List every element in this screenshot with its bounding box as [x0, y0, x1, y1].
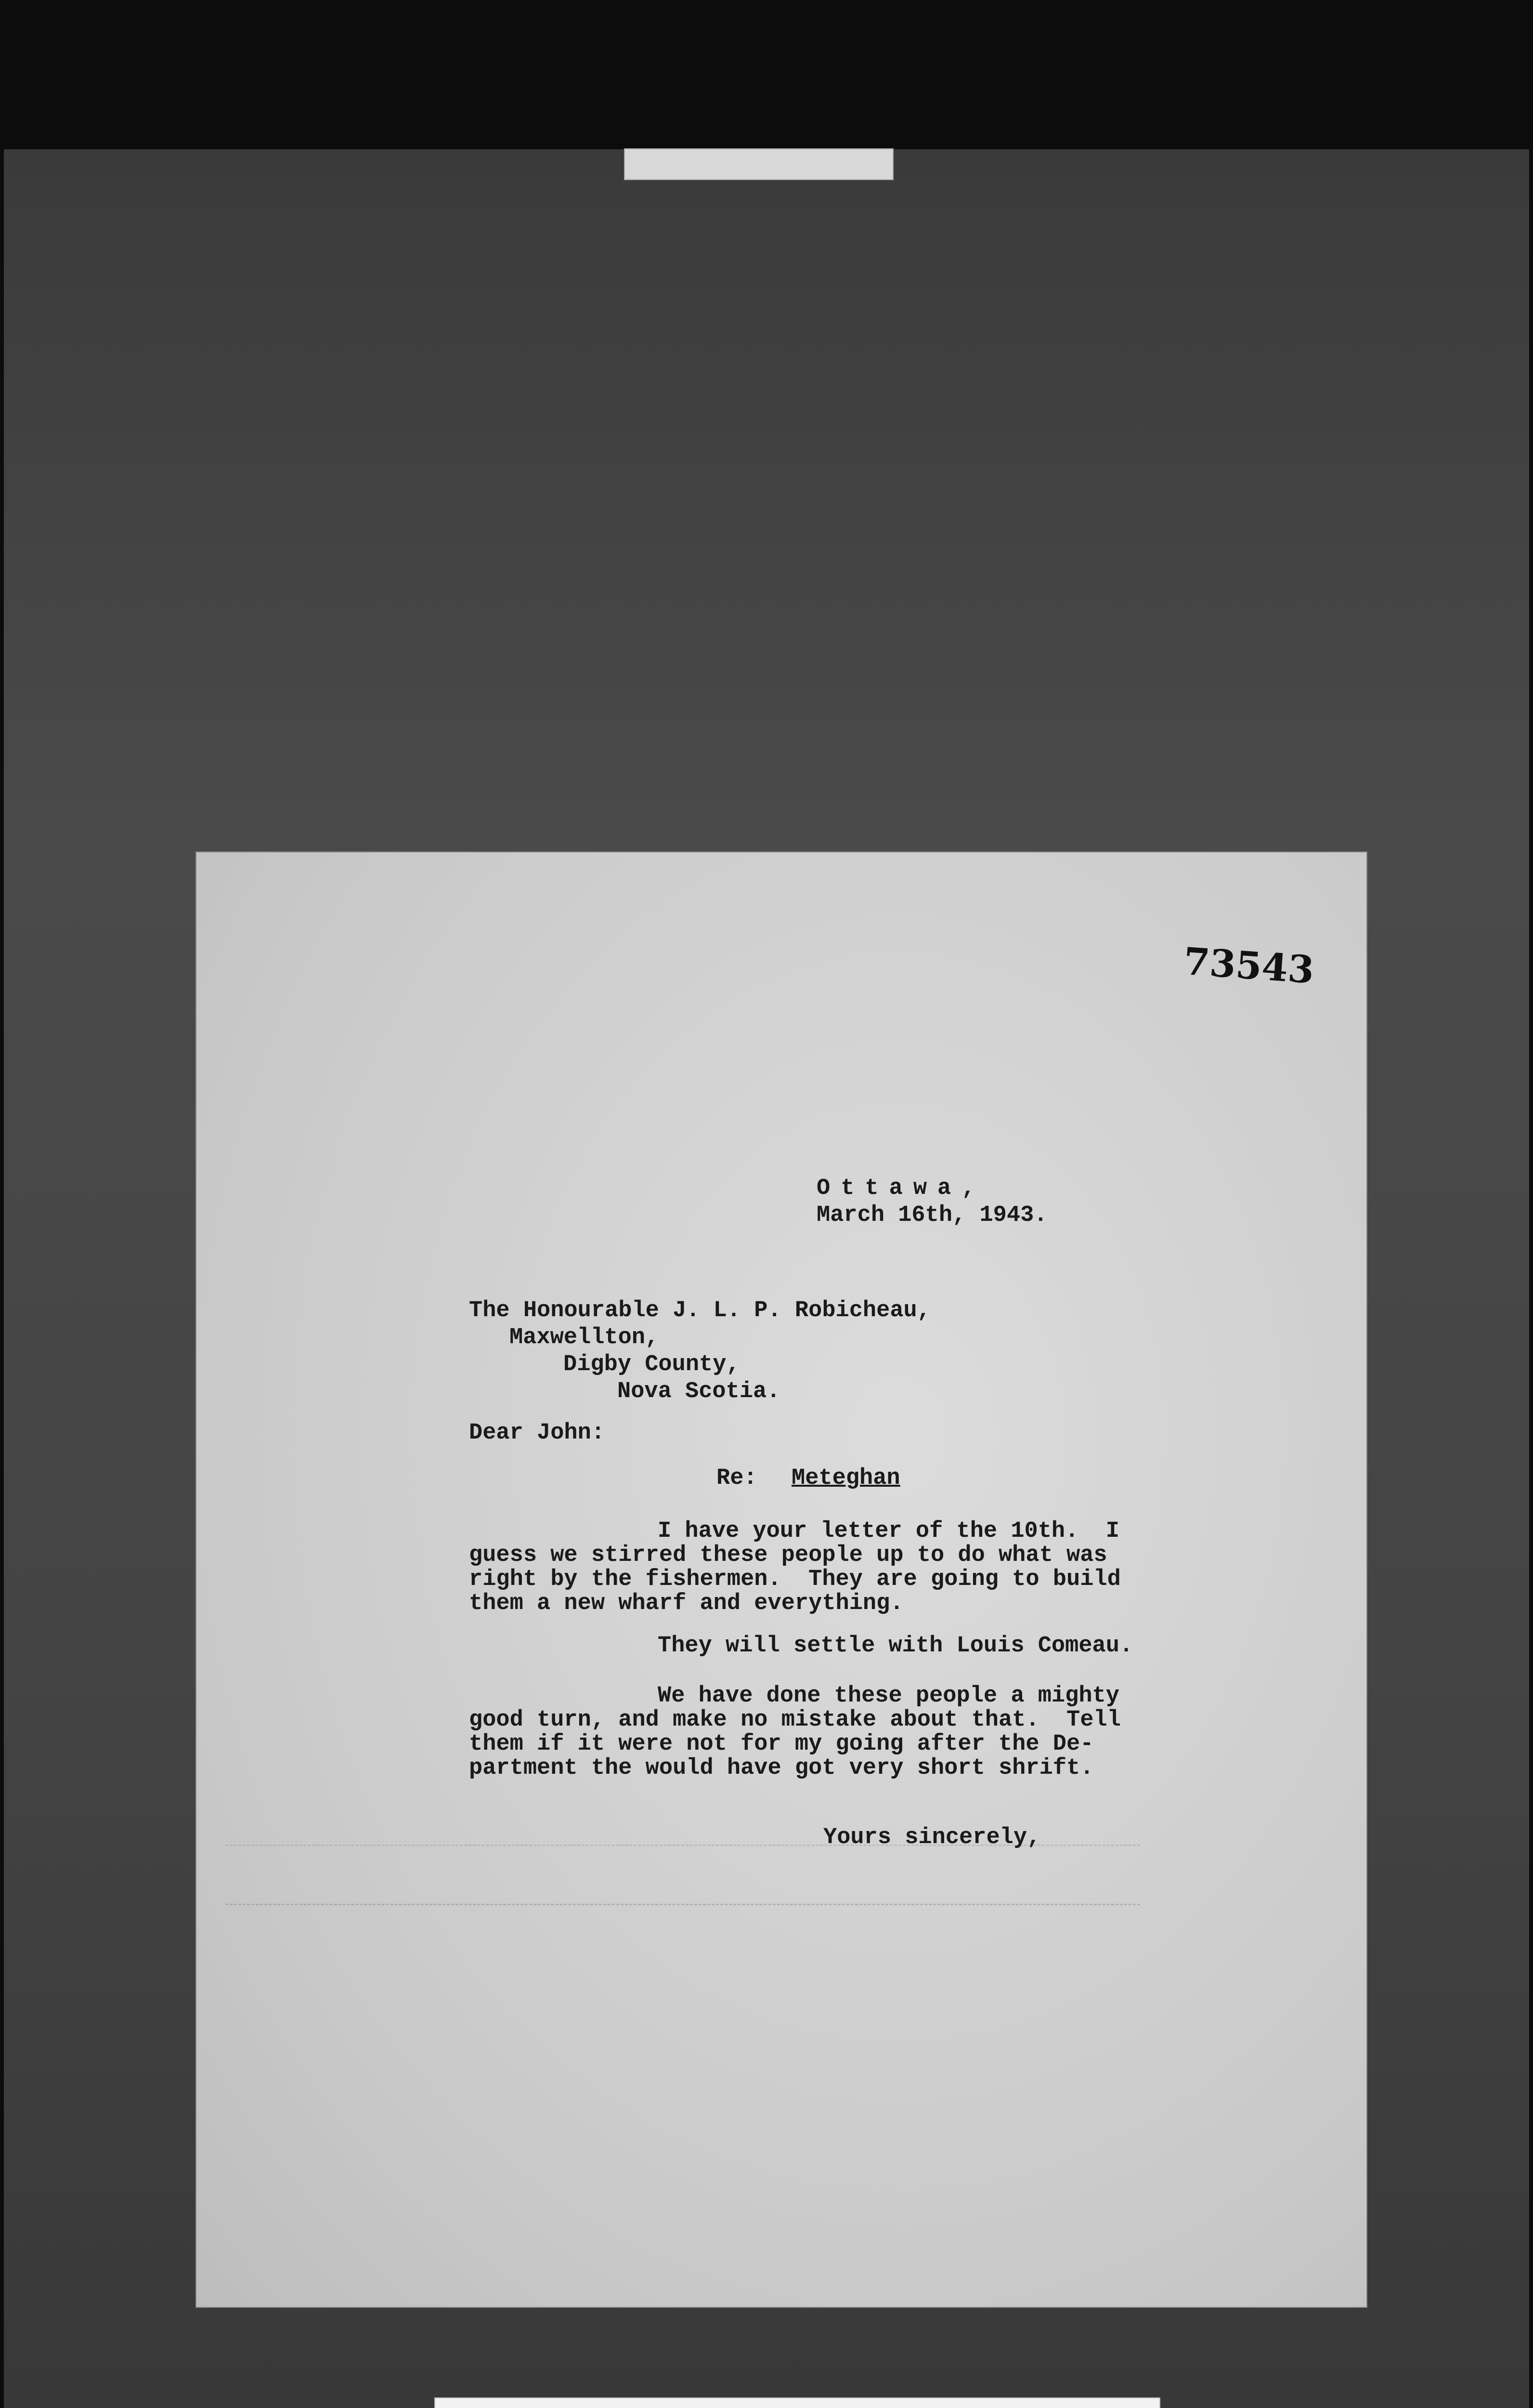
top-tab [624, 148, 894, 180]
letter-page [196, 852, 1366, 2307]
paragraph-line: They will settle with Louis Comeau. [658, 1633, 1133, 1659]
volume-label [434, 2397, 1160, 2408]
address-line: The Honourable J. L. P. Robicheau, [469, 1298, 931, 1323]
letter-date: March 16th, 1943. [817, 1203, 1048, 1228]
paragraph-line: them if it were not for my going after the De- [469, 1731, 1094, 1757]
address-line: Digby County, [563, 1352, 740, 1377]
address-line: Maxwellton, [509, 1325, 659, 1350]
paragraph-line: We have done these people a mighty [658, 1683, 1119, 1709]
archive-number: 73543 [1182, 939, 1316, 993]
subject-label: Re: [716, 1466, 757, 1491]
letter-city: Ottawa, [817, 1176, 986, 1201]
closing: Yours sincerely, [823, 1825, 1041, 1850]
paragraph-line: I have your letter of the 10th. I [658, 1518, 1119, 1544]
paragraph-line: right by the fishermen. They are going to build [469, 1567, 1121, 1592]
subject-value: Meteghan [792, 1466, 900, 1491]
greeting: Dear John: [469, 1420, 605, 1446]
paragraph-line: good turn, and make no mistake about that. Tell [469, 1707, 1121, 1733]
paragraph-line: guess we stirred these people up to do what was [469, 1543, 1107, 1568]
paragraph-line: them a new wharf and everything. [469, 1591, 904, 1616]
paragraph-line: partment the would have got very short shrift. [469, 1755, 1094, 1781]
faint-stamp-marks [225, 1845, 1140, 1905]
address-line: Nova Scotia. [617, 1379, 780, 1404]
